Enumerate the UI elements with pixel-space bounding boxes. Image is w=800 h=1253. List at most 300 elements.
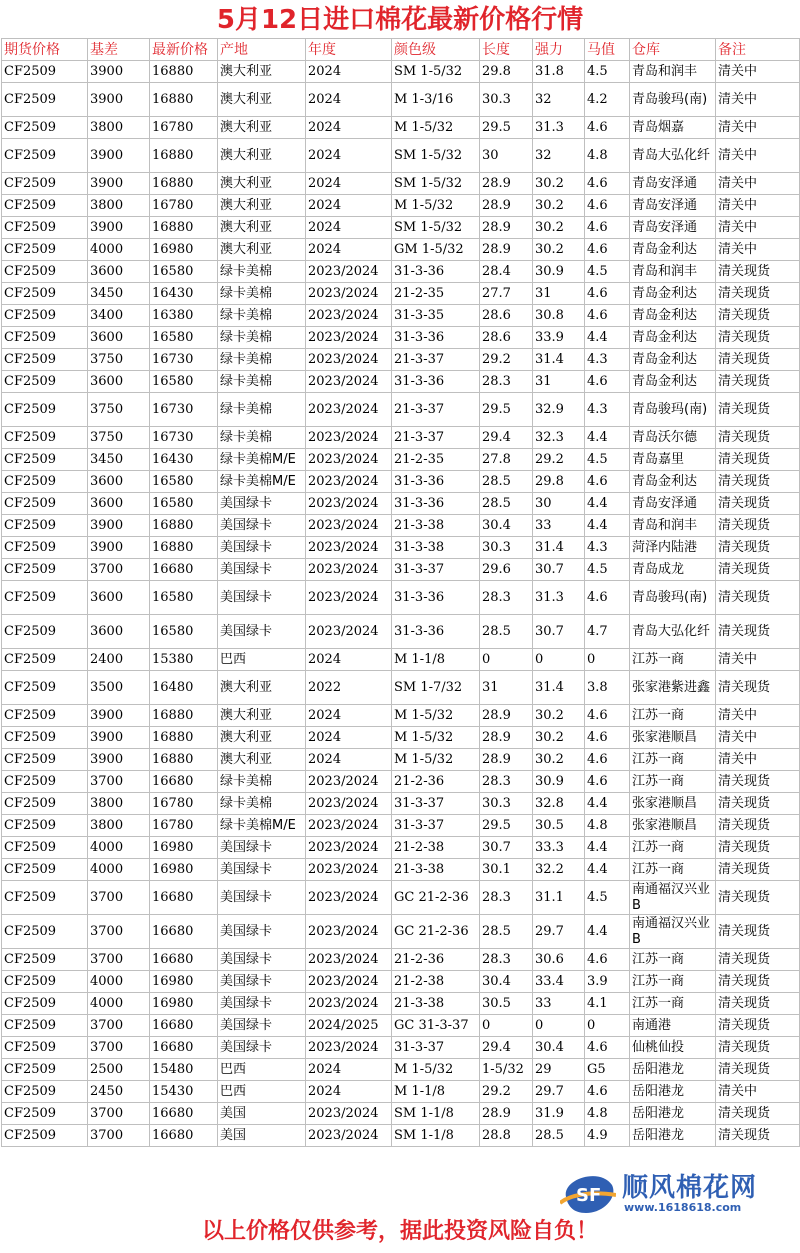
cell-basis: 2400: [88, 649, 150, 671]
cell-strength: 30: [533, 493, 585, 515]
cell-futures-price: CF2509: [2, 581, 88, 615]
cell-strength: 31.4: [533, 671, 585, 705]
header-origin: 产地: [218, 39, 306, 61]
cell-latest-price: 16480: [150, 671, 218, 705]
cell-warehouse: 青岛安泽通: [630, 217, 716, 239]
cell-basis: 3700: [88, 771, 150, 793]
cell-year: 2023/2024: [306, 615, 392, 649]
cell-futures-price: CF2509: [2, 449, 88, 471]
cell-remark: 清关现货: [716, 305, 800, 327]
table-row: [2, 993, 800, 1015]
cell-warehouse: 岳阳港龙: [630, 1059, 716, 1081]
cell-color-grade: 31-3-36: [392, 261, 480, 283]
cell-futures-price: CF2509: [2, 493, 88, 515]
cell-warehouse: 青岛金利达: [630, 305, 716, 327]
table-row: [2, 949, 800, 971]
cell-latest-price: 16880: [150, 727, 218, 749]
cell-origin: 美国绿卡: [218, 993, 306, 1015]
cell-origin: 美国绿卡: [218, 837, 306, 859]
cell-year: 2023/2024: [306, 327, 392, 349]
cell-basis: 3900: [88, 727, 150, 749]
cell-micronaire: 4.4: [585, 859, 630, 881]
cell-strength: 33.9: [533, 327, 585, 349]
cell-futures-price: CF2509: [2, 393, 88, 427]
cell-year: 2023/2024: [306, 449, 392, 471]
cell-futures-price: CF2509: [2, 705, 88, 727]
cell-remark: 清关中: [716, 217, 800, 239]
cell-basis: 3450: [88, 283, 150, 305]
cell-warehouse: 青岛和润丰: [630, 261, 716, 283]
cell-year: 2023/2024: [306, 283, 392, 305]
cell-color-grade: 21-2-38: [392, 837, 480, 859]
cell-futures-price: CF2509: [2, 217, 88, 239]
table-row: [2, 671, 800, 705]
header-remark: 备注: [716, 39, 800, 61]
cell-strength: 31.9: [533, 1103, 585, 1125]
cell-length: 29.6: [480, 559, 533, 581]
cell-warehouse: 江苏一商: [630, 649, 716, 671]
table-row: [2, 305, 800, 327]
cell-origin: 绿卡美棉M/E: [218, 471, 306, 493]
cell-length: 28.3: [480, 371, 533, 393]
cell-year: 2023/2024: [306, 559, 392, 581]
cell-color-grade: GC 21-2-36: [392, 915, 480, 949]
cell-warehouse: 张家港紫进鑫: [630, 671, 716, 705]
cell-basis: 3900: [88, 749, 150, 771]
cell-color-grade: SM 1-5/32: [392, 173, 480, 195]
cell-remark: 清关现货: [716, 1037, 800, 1059]
cell-remark: 清关现货: [716, 283, 800, 305]
header-basis: 基差: [88, 39, 150, 61]
cell-warehouse: 青岛骏玛(南): [630, 581, 716, 615]
cell-strength: 30.2: [533, 749, 585, 771]
cell-color-grade: M 1-5/32: [392, 749, 480, 771]
cell-length: 28.9: [480, 705, 533, 727]
cell-color-grade: 31-3-37: [392, 559, 480, 581]
cell-latest-price: 16680: [150, 915, 218, 949]
cell-futures-price: CF2509: [2, 83, 88, 117]
table-row: [2, 881, 800, 915]
cell-warehouse: 南通福汉兴业B: [630, 915, 716, 949]
cell-strength: 29.8: [533, 471, 585, 493]
cell-remark: 清关现货: [716, 881, 800, 915]
cell-color-grade: 21-2-36: [392, 949, 480, 971]
cell-color-grade: 21-2-36: [392, 771, 480, 793]
cell-warehouse: 青岛骏玛(南): [630, 83, 716, 117]
cell-remark: 清关现货: [716, 371, 800, 393]
cell-warehouse: 青岛金利达: [630, 239, 716, 261]
cell-micronaire: 0: [585, 1015, 630, 1037]
cell-color-grade: 21-3-37: [392, 349, 480, 371]
cell-warehouse: 岳阳港龙: [630, 1103, 716, 1125]
cell-basis: 2500: [88, 1059, 150, 1081]
cell-latest-price: 16880: [150, 61, 218, 83]
cell-micronaire: 0: [585, 649, 630, 671]
table-row: [2, 837, 800, 859]
cell-micronaire: 4.5: [585, 61, 630, 83]
cell-warehouse: 菏泽内陆港: [630, 537, 716, 559]
cell-futures-price: CF2509: [2, 537, 88, 559]
cell-color-grade: 31-3-36: [392, 615, 480, 649]
cell-micronaire: 4.5: [585, 261, 630, 283]
cell-year: 2024: [306, 649, 392, 671]
cell-latest-price: 16880: [150, 173, 218, 195]
cell-strength: 30.4: [533, 1037, 585, 1059]
cell-futures-price: CF2509: [2, 1015, 88, 1037]
table-row: [2, 1015, 800, 1037]
cell-latest-price: 16880: [150, 705, 218, 727]
cell-year: 2023/2024: [306, 859, 392, 881]
table-row: [2, 1037, 800, 1059]
cell-futures-price: CF2509: [2, 615, 88, 649]
cell-origin: 美国绿卡: [218, 949, 306, 971]
cell-length: 28.9: [480, 727, 533, 749]
cell-length: 28.4: [480, 261, 533, 283]
cell-remark: 清关现货: [716, 449, 800, 471]
cell-warehouse: 江苏一商: [630, 749, 716, 771]
table-row: [2, 537, 800, 559]
cell-remark: 清关中: [716, 649, 800, 671]
cell-basis: 3900: [88, 515, 150, 537]
cell-micronaire: 4.6: [585, 283, 630, 305]
cell-length: 1-5/32: [480, 1059, 533, 1081]
cell-latest-price: 16730: [150, 349, 218, 371]
cell-warehouse: 青岛金利达: [630, 283, 716, 305]
cell-strength: 33: [533, 515, 585, 537]
cell-basis: 3600: [88, 493, 150, 515]
cell-length: 28.3: [480, 949, 533, 971]
cell-remark: 清关现货: [716, 793, 800, 815]
cell-origin: 巴西: [218, 1059, 306, 1081]
cell-warehouse: 张家港顺昌: [630, 727, 716, 749]
cell-latest-price: 16880: [150, 139, 218, 173]
cell-warehouse: 青岛金利达: [630, 327, 716, 349]
cell-remark: 清关现货: [716, 915, 800, 949]
cell-futures-price: CF2509: [2, 859, 88, 881]
cell-futures-price: CF2509: [2, 793, 88, 815]
cell-futures-price: CF2509: [2, 349, 88, 371]
cell-strength: 31.3: [533, 117, 585, 139]
cell-micronaire: 4.4: [585, 515, 630, 537]
cell-year: 2023/2024: [306, 371, 392, 393]
cell-basis: 3600: [88, 327, 150, 349]
table-row: [2, 83, 800, 117]
cell-color-grade: SM 1-5/32: [392, 61, 480, 83]
cell-remark: 清关中: [716, 749, 800, 771]
cell-year: 2023/2024: [306, 837, 392, 859]
cell-origin: 绿卡美棉: [218, 393, 306, 427]
cell-basis: 3900: [88, 705, 150, 727]
cell-color-grade: SM 1-1/8: [392, 1103, 480, 1125]
cell-micronaire: 4.8: [585, 815, 630, 837]
cell-latest-price: 16880: [150, 537, 218, 559]
cell-strength: 29.2: [533, 449, 585, 471]
table-row: [2, 449, 800, 471]
cell-basis: 3450: [88, 449, 150, 471]
table-row: [2, 771, 800, 793]
cell-micronaire: 4.6: [585, 1037, 630, 1059]
cell-micronaire: 4.3: [585, 537, 630, 559]
cell-remark: 清关现货: [716, 1059, 800, 1081]
cell-micronaire: 4.6: [585, 117, 630, 139]
cell-color-grade: M 1-1/8: [392, 649, 480, 671]
cell-basis: 3900: [88, 173, 150, 195]
cell-futures-price: CF2509: [2, 1081, 88, 1103]
cell-remark: 清关现货: [716, 493, 800, 515]
cell-remark: 清关现货: [716, 1015, 800, 1037]
cell-color-grade: 31-3-36: [392, 471, 480, 493]
cell-warehouse: 青岛沃尔德: [630, 427, 716, 449]
cell-strength: 30.8: [533, 305, 585, 327]
cell-year: 2024/2025: [306, 1015, 392, 1037]
cell-origin: 绿卡美棉: [218, 371, 306, 393]
cell-length: 29.2: [480, 349, 533, 371]
cell-length: 29.5: [480, 815, 533, 837]
table-row: [2, 173, 800, 195]
cell-basis: 3700: [88, 1037, 150, 1059]
cell-futures-price: CF2509: [2, 173, 88, 195]
cell-latest-price: 16780: [150, 195, 218, 217]
table-row: [2, 515, 800, 537]
cell-basis: 3700: [88, 881, 150, 915]
brand-logo-text: SF: [576, 1185, 602, 1206]
cell-strength: 31.4: [533, 349, 585, 371]
cell-latest-price: 16580: [150, 371, 218, 393]
cell-strength: 30.2: [533, 195, 585, 217]
cell-year: 2024: [306, 1081, 392, 1103]
table-row: [2, 615, 800, 649]
cell-warehouse: 仙桃仙投: [630, 1037, 716, 1059]
cell-color-grade: 31-3-36: [392, 493, 480, 515]
watermark-name: 顺风棉花网: [622, 1173, 758, 1203]
cell-origin: 绿卡美棉: [218, 793, 306, 815]
cell-basis: 3700: [88, 1125, 150, 1147]
cell-length: 29.2: [480, 1081, 533, 1103]
cell-strength: 28.5: [533, 1125, 585, 1147]
cell-basis: 3700: [88, 949, 150, 971]
cell-remark: 清关现货: [716, 615, 800, 649]
cell-remark: 清关现货: [716, 537, 800, 559]
cell-warehouse: 张家港顺昌: [630, 815, 716, 837]
cell-latest-price: 16680: [150, 1015, 218, 1037]
cell-length: 28.6: [480, 327, 533, 349]
cell-warehouse: 张家港顺昌: [630, 793, 716, 815]
cell-strength: 31.8: [533, 61, 585, 83]
cell-color-grade: GC 21-2-36: [392, 881, 480, 915]
cell-latest-price: 16980: [150, 239, 218, 261]
header-row: [2, 39, 800, 61]
cell-warehouse: 江苏一商: [630, 705, 716, 727]
cell-year: 2024: [306, 705, 392, 727]
cell-futures-price: CF2509: [2, 195, 88, 217]
table-row: [2, 217, 800, 239]
cell-remark: 清关中: [716, 195, 800, 217]
cell-year: 2023/2024: [306, 881, 392, 915]
cell-length: 30.1: [480, 859, 533, 881]
header-latest-price: 最新价格: [150, 39, 218, 61]
cell-basis: 3900: [88, 139, 150, 173]
cell-micronaire: 4.6: [585, 173, 630, 195]
cell-micronaire: 4.6: [585, 581, 630, 615]
cell-remark: 清关现货: [716, 559, 800, 581]
cell-remark: 清关中: [716, 727, 800, 749]
cell-futures-price: CF2509: [2, 261, 88, 283]
cell-year: 2023/2024: [306, 1125, 392, 1147]
header-color-grade: 颜色级: [392, 39, 480, 61]
table-row: [2, 1125, 800, 1147]
cell-micronaire: 4.6: [585, 771, 630, 793]
cell-futures-price: CF2509: [2, 649, 88, 671]
cell-strength: 32.8: [533, 793, 585, 815]
cell-futures-price: CF2509: [2, 771, 88, 793]
cell-length: 30.4: [480, 515, 533, 537]
cell-micronaire: 4.4: [585, 837, 630, 859]
cell-color-grade: SM 1-5/32: [392, 139, 480, 173]
header-strength: 强力: [533, 39, 585, 61]
cell-basis: 4000: [88, 859, 150, 881]
cell-futures-price: CF2509: [2, 749, 88, 771]
cell-strength: 33: [533, 993, 585, 1015]
table-row: [2, 727, 800, 749]
cell-latest-price: 16730: [150, 427, 218, 449]
cell-strength: 30.7: [533, 615, 585, 649]
table-row: [2, 793, 800, 815]
cell-remark: 清关现货: [716, 261, 800, 283]
cell-strength: 31: [533, 283, 585, 305]
cell-futures-price: CF2509: [2, 283, 88, 305]
cell-micronaire: 4.4: [585, 915, 630, 949]
table-row: [2, 581, 800, 615]
cell-origin: 美国绿卡: [218, 971, 306, 993]
table-row: [2, 1103, 800, 1125]
cell-origin: 澳大利亚: [218, 117, 306, 139]
cell-color-grade: M 1-5/32: [392, 1059, 480, 1081]
cell-latest-price: 16680: [150, 559, 218, 581]
cell-latest-price: 16680: [150, 1103, 218, 1125]
cell-basis: 3800: [88, 793, 150, 815]
cell-length: 29.4: [480, 427, 533, 449]
cell-length: 28.5: [480, 615, 533, 649]
cell-micronaire: 4.2: [585, 83, 630, 117]
cell-micronaire: 4.6: [585, 305, 630, 327]
cell-length: 29.5: [480, 393, 533, 427]
cell-remark: 清关现货: [716, 837, 800, 859]
cell-micronaire: 4.7: [585, 615, 630, 649]
cell-futures-price: CF2509: [2, 1103, 88, 1125]
cell-color-grade: M 1-3/16: [392, 83, 480, 117]
cell-strength: 30.2: [533, 727, 585, 749]
cell-length: 28.9: [480, 239, 533, 261]
cell-basis: 3600: [88, 615, 150, 649]
cell-basis: 3750: [88, 393, 150, 427]
cell-latest-price: 15380: [150, 649, 218, 671]
cell-remark: 清关现货: [716, 427, 800, 449]
cell-length: 28.5: [480, 471, 533, 493]
cell-origin: 绿卡美棉: [218, 427, 306, 449]
cell-strength: 30.7: [533, 559, 585, 581]
cell-year: 2023/2024: [306, 815, 392, 837]
cell-strength: 0: [533, 1015, 585, 1037]
cell-latest-price: 16880: [150, 217, 218, 239]
cell-micronaire: 4.8: [585, 139, 630, 173]
cell-futures-price: CF2509: [2, 915, 88, 949]
cell-warehouse: 青岛安泽通: [630, 195, 716, 217]
table-row: [2, 195, 800, 217]
cell-strength: 32.2: [533, 859, 585, 881]
cell-color-grade: SM 1-5/32: [392, 217, 480, 239]
cell-origin: 澳大利亚: [218, 727, 306, 749]
cell-year: 2023/2024: [306, 949, 392, 971]
cell-length: 0: [480, 649, 533, 671]
cell-length: 30.3: [480, 537, 533, 559]
cell-origin: 美国: [218, 1103, 306, 1125]
cell-length: 30.3: [480, 793, 533, 815]
cell-year: 2023/2024: [306, 971, 392, 993]
cell-warehouse: 南通港: [630, 1015, 716, 1037]
cell-length: 30.4: [480, 971, 533, 993]
cell-remark: 清关现货: [716, 971, 800, 993]
cell-warehouse: 青岛骏玛(南): [630, 393, 716, 427]
cell-basis: 3500: [88, 671, 150, 705]
cell-remark: 清关中: [716, 61, 800, 83]
cell-length: 28.9: [480, 195, 533, 217]
watermark-url: www.1618618.com: [624, 1201, 742, 1214]
table-row: [2, 859, 800, 881]
table-row: [2, 971, 800, 993]
cell-micronaire: 3.8: [585, 671, 630, 705]
cell-futures-price: CF2509: [2, 371, 88, 393]
cell-origin: 绿卡美棉: [218, 771, 306, 793]
cell-year: 2024: [306, 749, 392, 771]
cell-latest-price: 15430: [150, 1081, 218, 1103]
header-warehouse: 仓库: [630, 39, 716, 61]
cell-latest-price: 16580: [150, 581, 218, 615]
table-row: [2, 493, 800, 515]
cell-origin: 澳大利亚: [218, 139, 306, 173]
cell-origin: 澳大利亚: [218, 217, 306, 239]
cell-basis: 3600: [88, 471, 150, 493]
cell-warehouse: 南通福汉兴业B: [630, 881, 716, 915]
cell-color-grade: 21-3-37: [392, 393, 480, 427]
cell-remark: 清关现货: [716, 771, 800, 793]
cell-remark: 清关现货: [716, 949, 800, 971]
cell-latest-price: 16980: [150, 859, 218, 881]
cell-futures-price: CF2509: [2, 515, 88, 537]
table-row: [2, 749, 800, 771]
cell-length: 0: [480, 1015, 533, 1037]
cell-futures-price: CF2509: [2, 559, 88, 581]
cell-strength: 31.1: [533, 881, 585, 915]
table-row: [2, 427, 800, 449]
cell-color-grade: 31-3-37: [392, 793, 480, 815]
cell-futures-price: CF2509: [2, 427, 88, 449]
cell-strength: 29: [533, 1059, 585, 1081]
cell-basis: 4000: [88, 971, 150, 993]
cell-latest-price: 16580: [150, 615, 218, 649]
cell-micronaire: 4.6: [585, 195, 630, 217]
table-row: [2, 393, 800, 427]
cell-futures-price: CF2509: [2, 881, 88, 915]
cell-micronaire: 4.4: [585, 427, 630, 449]
cell-origin: 美国绿卡: [218, 881, 306, 915]
cell-warehouse: 青岛大弘化纤: [630, 615, 716, 649]
cell-micronaire: 3.9: [585, 971, 630, 993]
cell-micronaire: 4.5: [585, 449, 630, 471]
cell-micronaire: 4.6: [585, 1081, 630, 1103]
cell-micronaire: 4.1: [585, 993, 630, 1015]
cell-latest-price: 16680: [150, 1125, 218, 1147]
cell-remark: 清关现货: [716, 993, 800, 1015]
